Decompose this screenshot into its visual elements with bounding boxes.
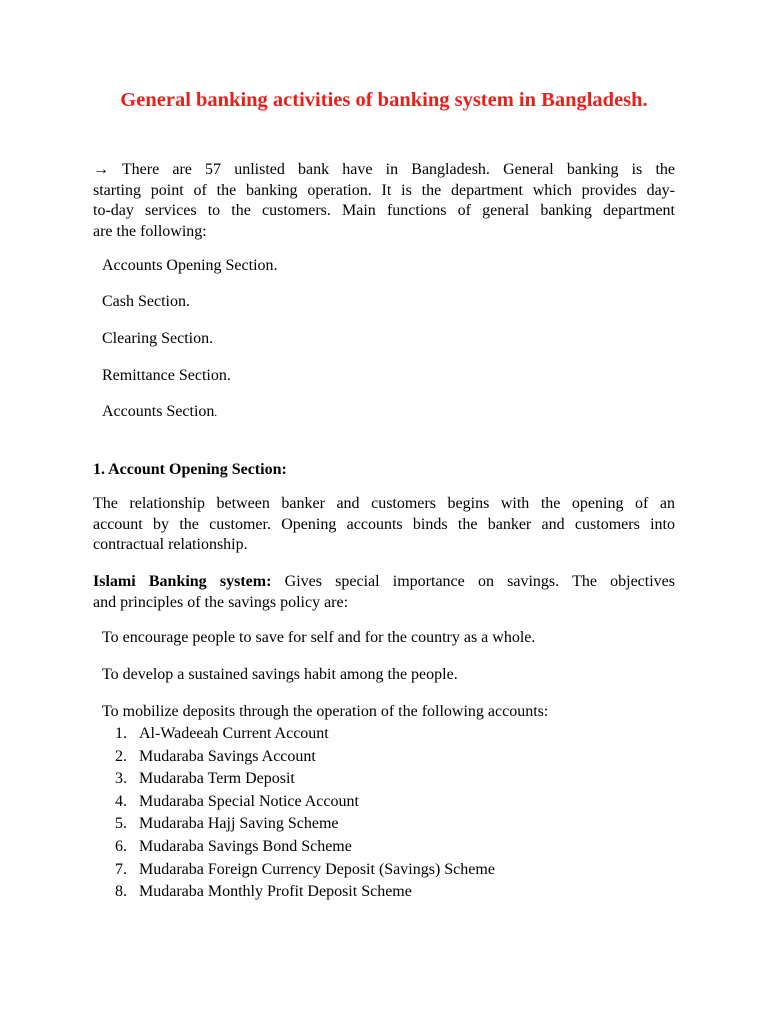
list-item-text: Al-Wadeeah Current Account [139,725,329,742]
section-item-label: Accounts Section [102,403,215,420]
list-item-number: 5. [115,815,127,833]
list-item-text: Mudaraba Savings Account [139,747,316,765]
list-item-text: Mudaraba Savings Bond Scheme [139,837,352,855]
islami-line: and principles of the savings policy are: [93,593,349,611]
list-item-number: 3. [115,770,127,788]
section-item-dot: . [214,407,218,419]
list-item-text: Mudaraba Special Notice Account [139,792,359,810]
list-item-text: Mudaraba Monthly Profit Deposit Scheme [139,883,412,901]
intro-line: → There are 57 unlisted bank have in Bangladesh. General banking is the [93,161,675,178]
islami-label: Islami Banking system: [93,573,272,590]
section-item: Clearing Section. [102,330,214,347]
list-item-text: Mudaraba Term Deposit [139,770,295,788]
objective-item: To develop a sustained savings habit among the people. [102,666,458,683]
section-item [102,402,217,423]
list-item-number: 2. [115,747,127,765]
intro-line: are the following: [93,222,207,240]
section-heading: 1. Account Opening Section: [93,461,287,478]
list-item-number: 1. [115,725,127,742]
islami-line [93,572,675,593]
relationship-line: contractual relationship. [93,536,248,554]
section-item: Remittance Section. [102,367,231,384]
islami-paragraph [93,572,675,613]
intro-line: to-day services to the customers. Main functions of general banking department [93,202,675,220]
objective-item: To encourage people to save for self and for the country as a whole. [102,629,536,646]
intro-line: starting point of the banking operation. It is the department which provides day- [93,181,675,199]
list-item-number: 8. [115,883,127,901]
relationship-paragraph [93,494,675,556]
page-title: General banking activities of banking system in Bangladesh. [120,89,648,111]
list-item-number: 6. [115,837,127,855]
list-item-text: Mudaraba Foreign Currency Deposit (Savings) Scheme [139,860,495,878]
list-item-number: 4. [115,792,127,810]
document-page [93,0,675,1024]
relationship-line: The relationship between banker and customers begins with the opening of an [93,495,675,512]
section-item: Accounts Opening Section. [102,257,278,274]
list-item-text: Mudaraba Hajj Saving Scheme [139,815,339,833]
intro-paragraph [93,160,675,242]
islami-text: Gives special importance on savings. The objectives [271,573,676,590]
list-item-number: 7. [115,860,127,878]
section-item: Cash Section. [102,293,190,310]
objective-item: To mobilize deposits through the operation of the following accounts: [102,703,549,720]
relationship-line: account by the customer. Opening accounts binds the banker and customers into [93,515,675,533]
